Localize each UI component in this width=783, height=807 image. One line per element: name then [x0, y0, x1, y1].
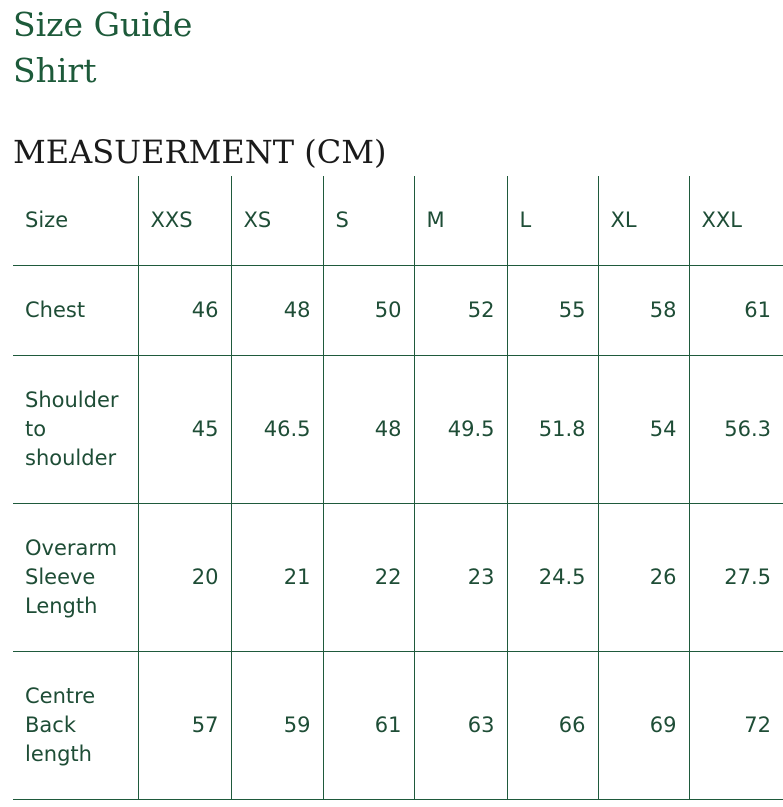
row-label — [13, 651, 138, 799]
measurement-cell: 59 — [231, 651, 323, 799]
table-row — [13, 355, 783, 503]
row-label-line: shoulder — [25, 445, 117, 470]
size-column-header: M — [414, 176, 507, 265]
size-column-header: XL — [598, 176, 689, 265]
measurement-cell: 61 — [323, 651, 414, 799]
table-row — [13, 503, 783, 651]
measurement-cell: 46 — [138, 265, 231, 355]
row-label — [13, 265, 138, 355]
size-column-header: XXS — [138, 176, 231, 265]
measurement-cell: 21 — [231, 503, 323, 651]
size-table — [13, 176, 783, 800]
measurement-cell: 49.5 — [414, 355, 507, 503]
page-title: Size Guide — [13, 5, 193, 44]
measurement-cell: 55 — [507, 265, 598, 355]
table-row — [13, 651, 783, 799]
measurement-cell: 27.5 — [689, 503, 783, 651]
measurement-cell: 24.5 — [507, 503, 598, 651]
header-label: Size — [25, 207, 69, 232]
size-column-header: L — [507, 176, 598, 265]
row-label-line: Centre — [25, 683, 96, 708]
measurement-cell: 50 — [323, 265, 414, 355]
size-column-header: XS — [231, 176, 323, 265]
measurement-cell: 23 — [414, 503, 507, 651]
row-label-line: Length — [25, 593, 98, 618]
row-label-line: length — [25, 741, 92, 766]
row-label-line: Sleeve — [25, 564, 96, 589]
measurement-cell: 72 — [689, 651, 783, 799]
table-row — [13, 265, 783, 355]
row-label-line: Back — [25, 712, 76, 737]
size-column-header: S — [323, 176, 414, 265]
table-header-row — [13, 176, 783, 265]
measurement-cell: 48 — [231, 265, 323, 355]
measurement-cell: 57 — [138, 651, 231, 799]
measurement-cell: 61 — [689, 265, 783, 355]
measurement-cell: 48 — [323, 355, 414, 503]
measurement-cell: 69 — [598, 651, 689, 799]
measurement-cell: 63 — [414, 651, 507, 799]
measurement-cell: 45 — [138, 355, 231, 503]
page-subtitle: Shirt — [13, 51, 97, 90]
measurement-cell: 56.3 — [689, 355, 783, 503]
measurement-cell: 26 — [598, 503, 689, 651]
measurement-cell: 51.8 — [507, 355, 598, 503]
row-label-line: Chest — [25, 297, 86, 322]
row-label-line: Overarm — [25, 535, 118, 560]
size-column-header: XXL — [689, 176, 783, 265]
measurement-cell: 58 — [598, 265, 689, 355]
measurement-cell: 22 — [323, 503, 414, 651]
row-label — [13, 355, 138, 503]
row-label-line: to — [25, 416, 47, 441]
measurement-cell: 54 — [598, 355, 689, 503]
measurement-cell: 52 — [414, 265, 507, 355]
measurement-cell: 66 — [507, 651, 598, 799]
header-label-cell — [13, 176, 138, 265]
row-label — [13, 503, 138, 651]
measurement-cell: 20 — [138, 503, 231, 651]
measurement-cell: 46.5 — [231, 355, 323, 503]
row-label-line: Shoulder — [25, 387, 119, 412]
section-title: MEASUERMENT (CM) — [13, 133, 387, 171]
